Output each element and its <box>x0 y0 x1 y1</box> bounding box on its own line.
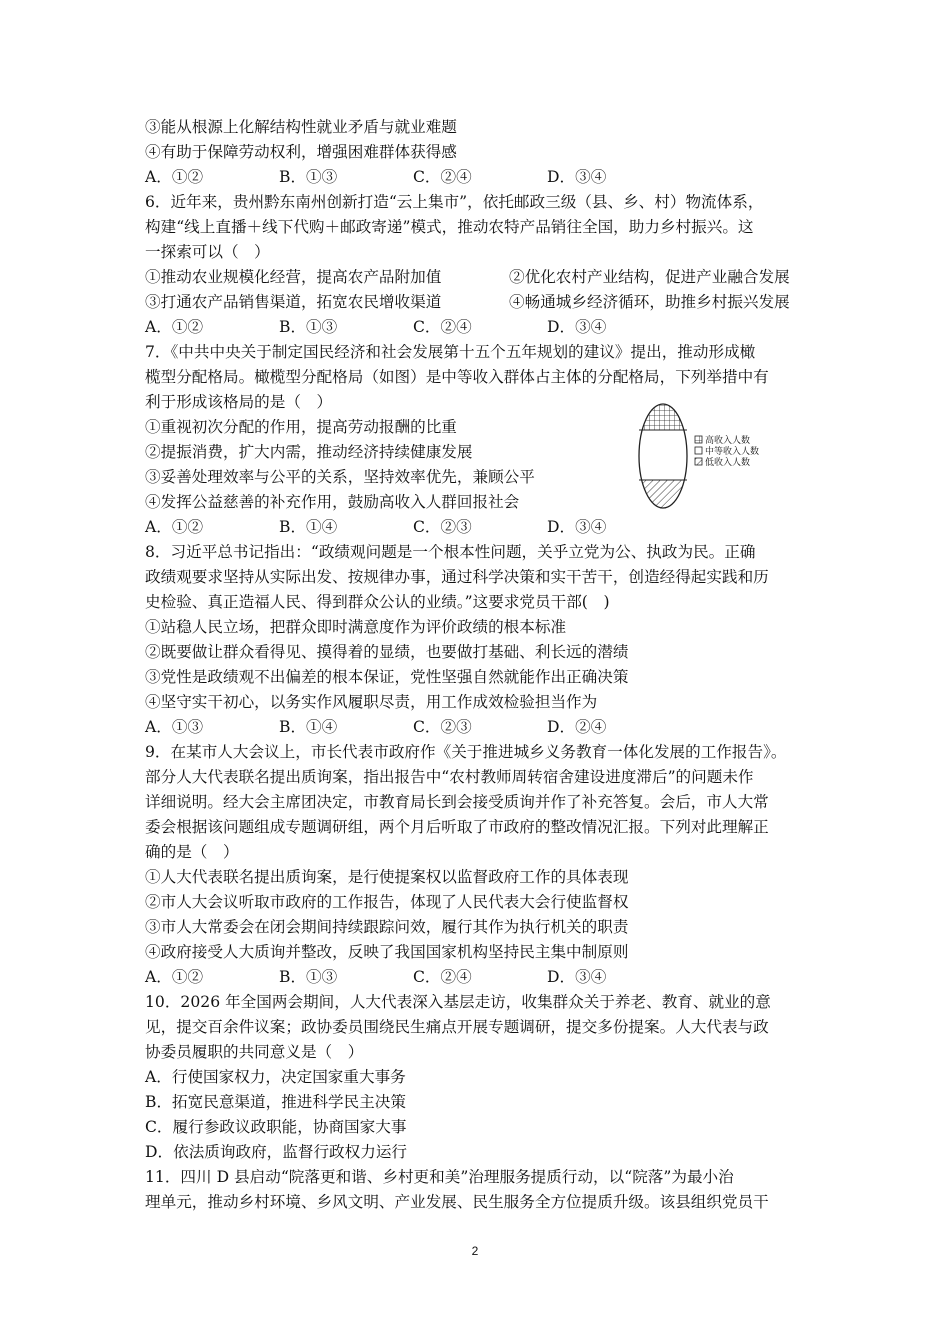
option-c: C．②③ <box>413 718 472 736</box>
text-line: ④发挥公益慈善的补充作用，鼓励高收入人群回报社会 <box>145 493 520 511</box>
option-a: A．①③ <box>145 718 204 736</box>
option-d: D．③④ <box>547 518 607 536</box>
text-line: ③党性是政绩观不出偏差的根本保证，党性坚强自然就能作出正确决策 <box>145 668 629 686</box>
question-10: 10．2026 年全国两会期间，人大代表深入基层走访，收集群众关于养老、教育、就业的意 <box>145 993 771 1011</box>
statement: ③打通农产品销售渠道，拓宽农民增收渠道 <box>145 293 442 311</box>
text-line: 部分人大代表联名提出质询案，指出报告中“农村教师周转宿舍建设进度滞后”的问题未作 <box>145 768 754 786</box>
question-6: 6．近年来，贵州黔东南州创新打造“云上集市”，依托邮政三级（县、乡、村）物流体系， <box>145 193 764 211</box>
text-line: 见，提交百余件议案；政协委员围绕民生痛点开展专题调研，提交多份提案。人大代表与政 <box>145 1018 769 1036</box>
question-8: 8．习近平总书记指出：“政绩观问题是一个根本性问题，关乎立党为公、执政为民。正确 <box>145 543 756 561</box>
legend-high: 高收入人数 <box>705 436 751 446</box>
text-line: 利于形成该格局的是（ ） <box>145 393 333 411</box>
text-line: 政绩观要求坚持从实际出发、按规律办事，通过科学决策和实干苦干，创造经得起实践和历 <box>145 568 769 586</box>
statement: ①推动农业规模化经营，提高农产品附加值 <box>145 268 442 286</box>
option-b: B．①③ <box>279 318 338 336</box>
option-d: D．③④ <box>547 968 607 986</box>
text-line: ①重视初次分配的作用，提高劳动报酬的比重 <box>145 418 457 436</box>
statement: ②优化农村产业结构，促进产业融合发展 <box>509 268 790 286</box>
option-d: D．③④ <box>547 168 607 186</box>
text-line: ④政府接受人大质询并整改，反映了我国国家机构坚持民主集中制原则 <box>145 943 629 961</box>
text-line: ③能从根源上化解结构性就业矛盾与就业难题 <box>145 118 457 136</box>
question-11: 11．四川 D 县启动“院落更和谐、乡村更和美”治理服务提质行动，以“院落”为最小治 <box>145 1168 734 1186</box>
option-b: B．①③ <box>279 168 338 186</box>
olive-distribution-figure <box>634 400 784 512</box>
legend-swatch-low <box>695 458 702 465</box>
text-line: ③市人大常委会在闭会期间持续跟踪问效，履行其作为执行机关的职责 <box>145 918 629 936</box>
text-line: 构建“线上直播＋线下代购＋邮政寄递”模式，推动农特产品销往全国，助力乡村振兴。这 <box>145 218 754 236</box>
option-a: A．①② <box>145 518 204 536</box>
option-b: B．①④ <box>279 718 338 736</box>
option-line: A．行使国家权力，决定国家重大事务 <box>145 1068 406 1086</box>
question-7: 7．《中共中央关于制定国民经济和社会发展第十五个五年规划的建议》提出，推动形成橄 <box>145 343 756 361</box>
text-line: 史检验、真正造福人民、得到群众公认的业绩。”这要求党员干部( ) <box>145 593 610 611</box>
option-d: D．③④ <box>547 318 607 336</box>
option-line: C．履行参政议政职能，协商国家大事 <box>145 1118 407 1136</box>
text-line: 一探索可以（ ） <box>145 243 270 261</box>
option-line: D．依法质询政府，监督行政权力运行 <box>145 1143 408 1161</box>
legend-swatch-middle <box>695 447 702 454</box>
option-c: C．②④ <box>413 968 472 986</box>
option-line: B．拓宽民意渠道，推进科学民主决策 <box>145 1093 406 1111</box>
text-line: ④坚守实干初心，以务实作风履职尽责，用工作成效检验担当作为 <box>145 693 598 711</box>
option-c: C．②③ <box>413 518 472 536</box>
text-line: 确的是（ ） <box>145 843 239 861</box>
legend-middle: 中等收入人数 <box>705 447 760 457</box>
text-line: ②市人大会议听取市政府的工作报告，体现了人民代表大会行使监督权 <box>145 893 629 911</box>
option-a: A．①② <box>145 318 204 336</box>
text-line: ①站稳人民立场，把群众即时满意度作为评价政绩的根本标准 <box>145 618 567 636</box>
option-c: C．②④ <box>413 318 472 336</box>
option-b: B．①③ <box>279 968 338 986</box>
text-line: 协委员履职的共同意义是（ ） <box>145 1043 364 1061</box>
text-line: ①人大代表联名提出质询案，是行使提案权以监督政府工作的具体表现 <box>145 868 629 886</box>
olive-shape <box>634 400 694 512</box>
legend-low: 低收入人数 <box>705 458 751 468</box>
text-line: ③妥善处理效率与公平的关系，坚持效率优先，兼顾公平 <box>145 468 535 486</box>
option-a: A．①② <box>145 168 204 186</box>
text-line: 理单元，推动乡村环境、乡风文明、产业发展、民生服务全方位提质升级。该县组织党员干 <box>145 1193 769 1211</box>
text-line: 详细说明。经大会主席团决定，市教育局长到会接受质询并作了补充答复。会后，市人大常 <box>145 793 769 811</box>
text-line: ②既要做让群众看得见、摸得着的显绩，也要做打基础、利长远的潜绩 <box>145 643 629 661</box>
option-c: C．②④ <box>413 168 472 186</box>
text-line: ④有助于保障劳动权利，增强困难群体获得感 <box>145 143 457 161</box>
text-line: ②提振消费，扩大内需，推动经济持续健康发展 <box>145 443 473 461</box>
statement: ④畅通城乡经济循环，助推乡村振兴发展 <box>509 293 790 311</box>
page-number: 2 <box>471 1244 479 1258</box>
text-line: 榄型分配格局。橄榄型分配格局（如图）是中等收入群体占主体的分配格局，下列举措中有 <box>145 368 769 386</box>
text-line: 委会根据该问题组成专题调研组，两个月后听取了市政府的整改情况汇报。下列对此理解正 <box>145 818 769 836</box>
option-d: D．②④ <box>547 718 607 736</box>
legend-swatch-high <box>695 436 702 443</box>
option-b: B．①④ <box>279 518 338 536</box>
question-9: 9．在某市人大会议上，市长代表市政府作《关于推进城乡义务教育一体化发展的工作报告》。 <box>145 743 787 761</box>
option-a: A．①② <box>145 968 204 986</box>
